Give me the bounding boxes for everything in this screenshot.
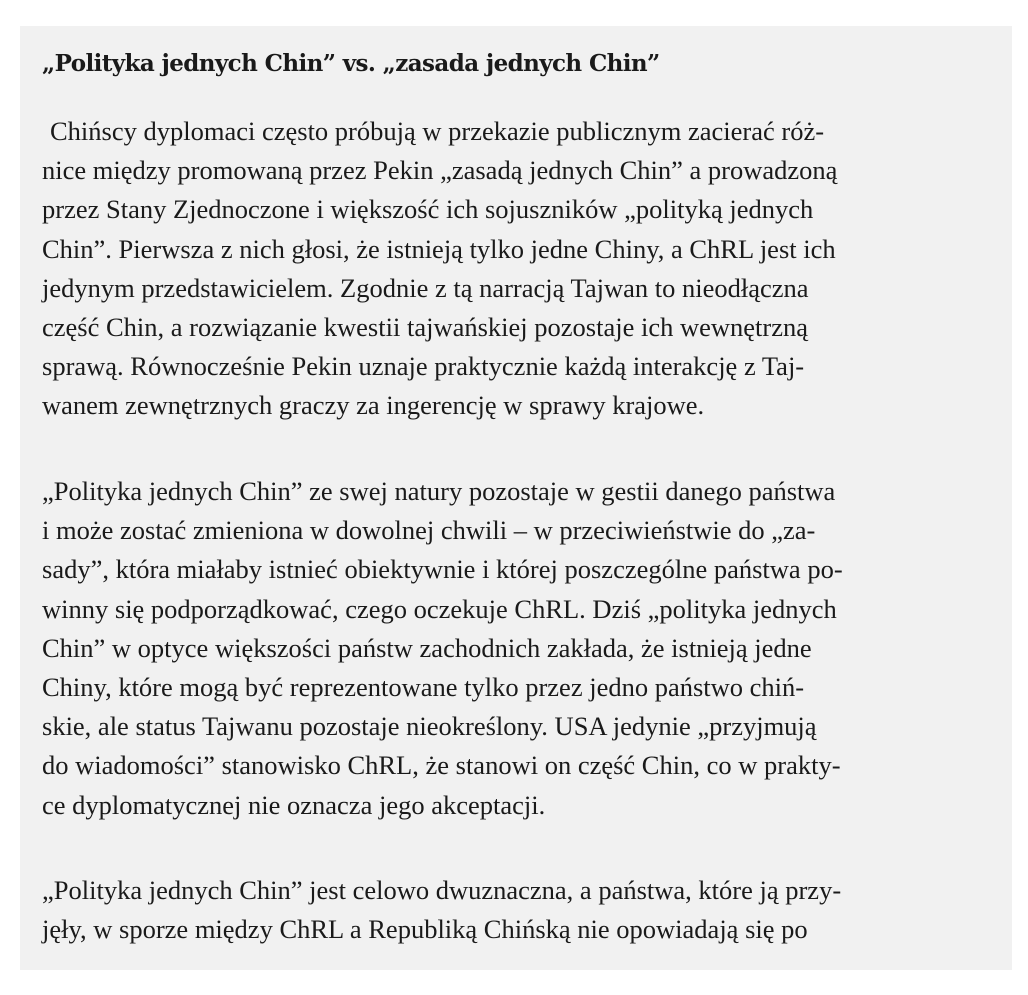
box-heading: „Polityka jednych Chin” vs. „zasada jednych Chin” [42,50,660,77]
paragraph-3 [42,871,841,949]
paragraph-line: „Polityka jednych Chin” jest celowo dwuznaczna, a państwa, które ją przy- [42,875,842,905]
paragraph-line: do wiadomości” stanowisko ChRL, że stanowi on część Chin, co w prakty- [42,750,841,781]
paragraph-line: wanem zewnętrznych graczy za ingerencję w sprawy krajowe. [42,390,705,421]
paragraph-line: Chin”. Pierwsza z nich głosi, że istnieją tylko jedne Chiny, a ChRL jest ich [42,233,836,264]
paragraph-line: i może zostać zmieniona w dowolnej chwili – w przeciwieństwie do „za- [42,515,816,546]
paragraph-line: jęły, w sporze między ChRL a Republiką Chińską nie opowiadają się po [42,914,808,945]
article-sidebar-box [20,26,1012,970]
paragraph-line: sady”, która miałaby istnieć obiektywnie i której poszczególne państwa po- [42,554,843,585]
paragraph-line: nice między promowaną przez Pekin „zasadą jednych Chin” a prowadzoną [42,155,838,186]
paragraph-1 [42,112,837,426]
paragraph-line: ce dyplomatycznej nie oznacza jego akceptacji. [42,789,546,820]
paragraph-line: skie, ale status Tajwanu pozostaje nieokreślony. USA jedynie „przyjmują [42,711,817,742]
paragraph-line: część Chin, a rozwiązanie kwestii tajwańskiej pozostaje ich wewnętrzną [42,311,808,342]
paragraph-line: przez Stany Zjednoczone i większość ich sojuszników „polityką jednych [42,194,814,225]
paragraph-line: winny się podporządkować, czego oczekuje ChRL. Dziś „polityka jednych [42,593,837,624]
paragraph-2 [42,472,843,825]
paragraph-line: Chiny, które mogą być reprezentowane tylko przez jedno państwo chiń- [42,671,805,702]
paragraph-line: Chińscy dyplomaci często próbują w przekazie publicznym zacierać róż- [50,116,825,146]
paragraph-line: jedynym przedstawicielem. Zgodnie z tą narracją Tajwan to nieodłączna [42,272,809,303]
paragraph-line: Chin” w optyce większości państw zachodnich zakłada, że istnieją jedne [42,632,812,663]
paragraph-line: „Polityka jednych Chin” ze swej natury pozostaje w gestii danego państwa [42,476,836,506]
paragraph-line: sprawą. Równocześnie Pekin uznaje praktycznie każdą interakcję z Taj- [42,351,805,382]
